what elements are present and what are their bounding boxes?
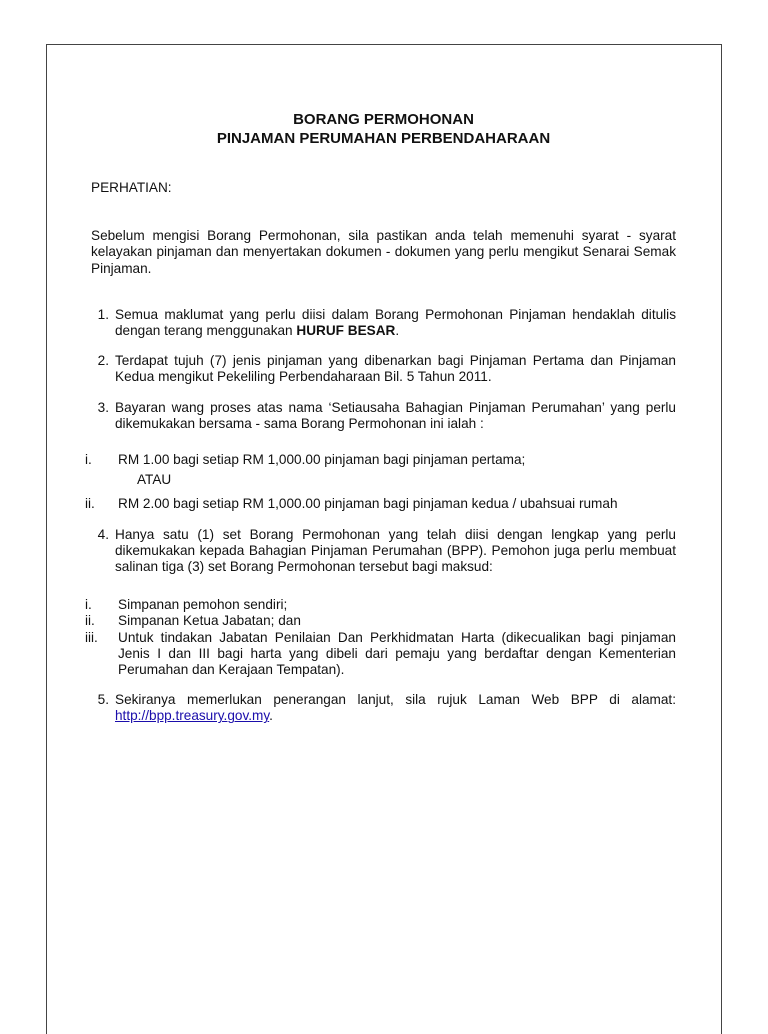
list-item <box>69 307 676 339</box>
sub-item: iii. Untuk tindakan Jabatan Penilaian Dan Perkhidmatan Harta (dikecualikan bagi pinjaman Jenis I dan III bagi harta yang dibeli dari pemaju yang berdaftar dengan Kementerian Perumahan dan Kerajaan Tempatan). <box>85 629 676 678</box>
item-number: 5. <box>97 692 109 708</box>
title-line-2: PINJAMAN PERUMAHAN PERBENDAHARAAN <box>216 130 551 147</box>
list-item <box>69 527 676 679</box>
sub-item: i. RM 1.00 bagi setiap RM 1,000.00 pinjaman bagi pinjaman pertama; <box>85 452 526 468</box>
title-line-1: BORANG PERMOHONAN <box>293 111 474 128</box>
sub-item: ii. RM 2.00 bagi setiap RM 1,000.00 pinjaman bagi pinjaman kedua / ubahsuai rumah <box>85 496 618 512</box>
emphasis-text: HURUF BESAR <box>296 323 396 339</box>
item-number: 1. <box>97 306 109 322</box>
list-item <box>69 353 676 385</box>
item-number: 3. <box>97 399 109 415</box>
item-number: 2. <box>97 353 109 369</box>
bpp-website-link[interactable]: http://bpp.treasury.gov.my <box>115 708 270 724</box>
item-text: Sekiranya memerlukan penerangan lanjut, sila rujuk Laman Web BPP di alamat: http://bpp.treasury.gov.my. <box>115 692 676 724</box>
atau-text: ATAU <box>137 472 172 488</box>
item-text: Terdapat tujuh (7) jenis pinjaman yang dibenarkan bagi Pinjaman Pertama dan Pinjaman Kedua mengikut Pekeliling Perbendaharaan Bil. 5 Tahun 2011. <box>115 353 676 385</box>
document-content <box>85 110 676 739</box>
sub-item: i. Simpanan pemohon sendiri; <box>85 597 288 613</box>
list-item <box>69 400 676 513</box>
item-text: Bayaran wang proses atas nama ‘Setiausaha Bahagian Pinjaman Perumahan’ yang perlu dikemukakan bersama - sama Borang Permohonan ini ialah : i. RM 1.00 bagi setiap RM 1,000.00 pinjaman bagi pinjaman pertama; ATAU ii. RM 2.00 bagi setiap RM 1,000.00 pinjaman bagi pinjaman kedua / ubahsuai rumah <box>115 400 676 513</box>
intro-paragraph: Sebelum mengisi Borang Permohonan, sila pastikan anda telah memenuhi syarat - syarat kelayakan pinjaman dan menyertakan dokumen - dokumen yang perlu mengikut Senarai Semak Pinjaman. <box>91 228 676 276</box>
item-number: 4. <box>97 526 109 542</box>
sub-item: ii. Simpanan Ketua Jabatan; dan <box>85 613 301 629</box>
instruction-list <box>85 306 676 725</box>
sub-list <box>71 597 676 678</box>
list-item <box>69 692 676 724</box>
item-text: Semua maklumat yang perlu diisi dalam Borang Permohonan Pinjaman hendaklah ditulis dengan terang menggunakan HURUF BESAR. <box>115 306 676 339</box>
item-text: Hanya satu (1) set Borang Permohonan yang telah diisi dengan lengkap yang perlu dikemukakan kepada Bahagian Pinjaman Perumahan (BPP). Pemohon juga perlu membuat salinan tiga (3) set Borang Permohonan tersebut bagi maksud: i. Simpanan pemohon sendiri; ii. Simpanan Ketua Jabatan; dan iii. Untuk tindakan Jabatan Penilaian Dan Perkhidmatan Harta (dikecualikan bagi pinjaman Jenis I dan III bagi harta yang dibeli dari pemaju yang berdaftar dengan Kementerian Perumahan dan Kerajaan Tempatan). <box>115 527 676 679</box>
sub-list <box>71 452 676 513</box>
perhatian-heading: PERHATIAN: <box>91 180 172 195</box>
